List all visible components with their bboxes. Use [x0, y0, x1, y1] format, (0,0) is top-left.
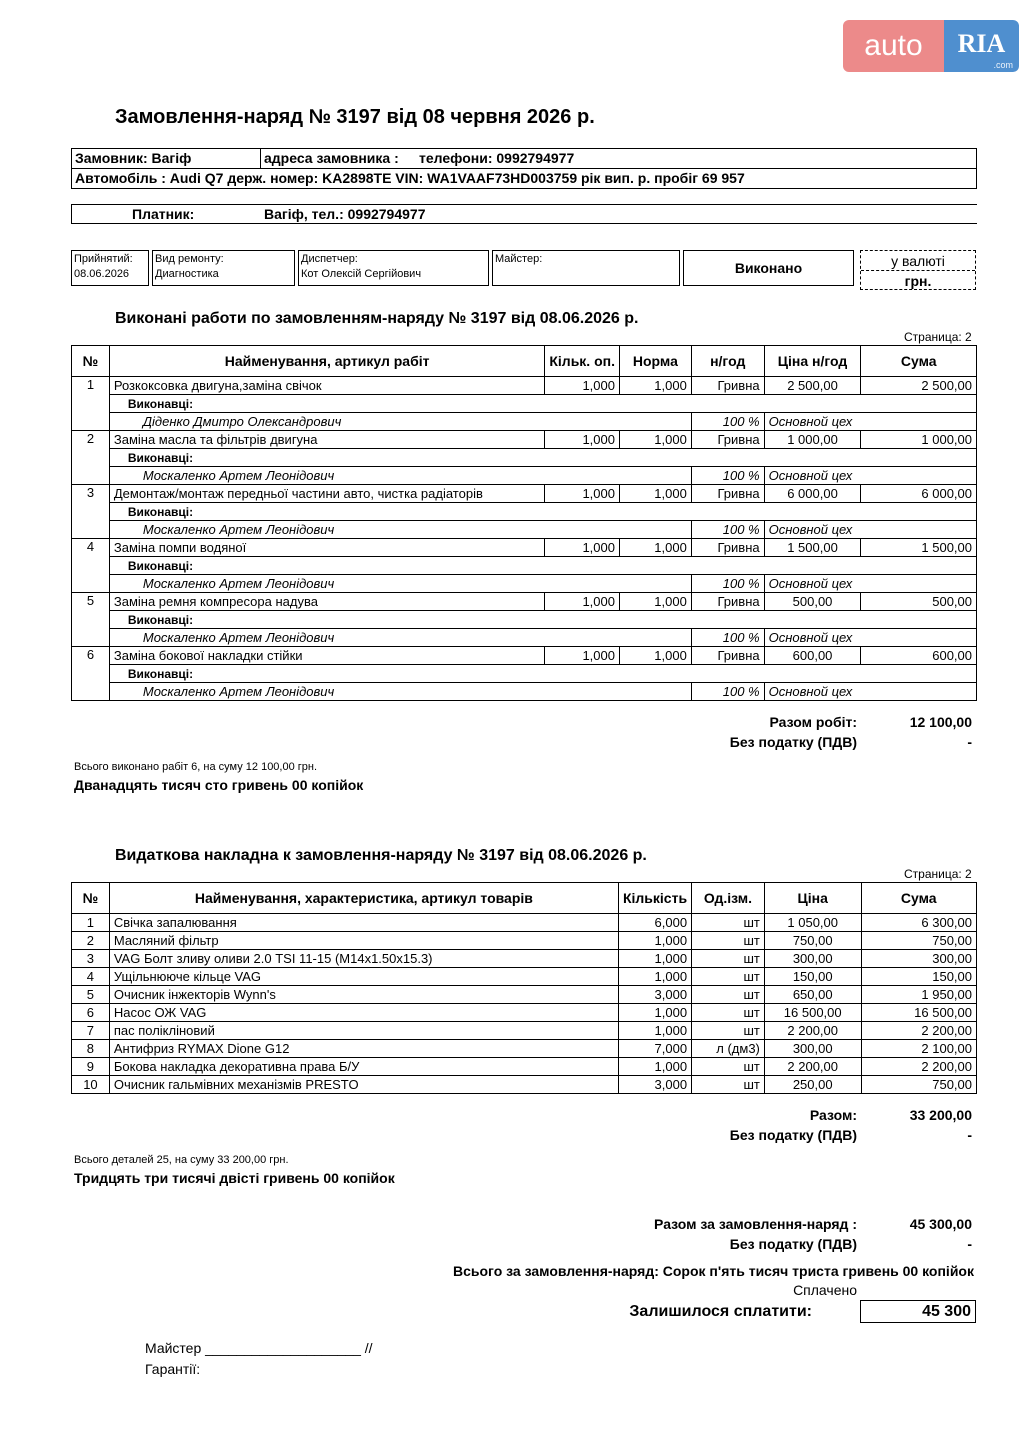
remaining-box	[860, 1300, 976, 1323]
part-price: 150,00	[764, 968, 861, 986]
payer-line-left	[71, 204, 72, 223]
part-num: 8	[72, 1040, 110, 1058]
logo-ria-label: RIA	[957, 29, 1006, 58]
performers-row	[72, 665, 977, 683]
worker-shop: Основной цех	[764, 629, 976, 647]
parts-col-qty: Кількість	[618, 883, 691, 914]
works-words: Дванадцять тисяч сто гривень 00 копійок	[74, 777, 364, 793]
part-sum: 2 100,00	[861, 1040, 976, 1058]
parts-col-price: Ціна	[764, 883, 861, 914]
part-qty: 1,000	[618, 950, 691, 968]
currency-box	[860, 250, 976, 290]
worker-shop: Основной цех	[764, 413, 976, 431]
part-name: пас полікліновий	[109, 1022, 618, 1040]
parts-title: Видаткова накладна к замовлення-наряду № 3197 від 08.06.2026 р.	[115, 847, 647, 864]
work-norm: 1,000	[619, 485, 691, 503]
works-col-price: Ціна н/год	[764, 346, 861, 377]
part-unit: шт	[692, 1004, 765, 1022]
guarantee-label: Гарантії:	[145, 1361, 201, 1377]
works-page: Страница: 2	[904, 330, 972, 344]
paid-label: Сплачено	[793, 1282, 857, 1298]
part-qty: 7,000	[618, 1040, 691, 1058]
worker-name: Москаленко Артем Леонідович	[109, 467, 691, 485]
part-price: 2 200,00	[764, 1058, 861, 1076]
part-unit: шт	[692, 986, 765, 1004]
part-name: Бокова накладка декоративна права Б/У	[109, 1058, 618, 1076]
works-total-value: 12 100,00	[909, 714, 972, 730]
part-unit: шт	[692, 932, 765, 950]
parts-vat-label: Без податку (ПДВ)	[729, 1127, 857, 1143]
work-unit: Гривна	[691, 485, 764, 503]
part-name: VAG Болт зливу оливи 2.0 TSI 11-15 (M14x1.50x15.3)	[109, 950, 618, 968]
car-info: Автомобіль : Audi Q7 держ. номер: KA2898TE VIN: WA1VAAF73HD003759 рік вип. р. пробіг 69 957	[75, 170, 745, 186]
part-price: 1 050,00	[764, 914, 861, 932]
master-box	[492, 250, 680, 286]
part-name: Свічка запалювання	[109, 914, 618, 932]
parts-col-num: №	[72, 883, 110, 914]
dispatcher-box	[298, 250, 489, 286]
works-table	[71, 345, 977, 701]
part-unit: шт	[692, 914, 765, 932]
repair-type-label: Вид ремонту:	[155, 253, 224, 265]
works-col-name: Найменування, артикул рабіт	[109, 346, 544, 377]
part-num: 9	[72, 1058, 110, 1076]
work-name: Заміна бокової накладки стійки	[109, 647, 544, 665]
work-unit: Гривна	[691, 647, 764, 665]
part-unit: шт	[692, 950, 765, 968]
remaining-value: 45 300	[922, 1303, 971, 1320]
part-price: 300,00	[764, 950, 861, 968]
order-total-value: 45 300,00	[909, 1216, 972, 1232]
worker-pct: 100 %	[691, 413, 764, 431]
customer-name: Замовник: Вагіф	[75, 150, 192, 166]
part-sum: 2 200,00	[861, 1022, 976, 1040]
work-qty: 1,000	[545, 377, 620, 395]
order-words: Всього за замовлення-наряд: Сорок п'ять тисяч триста гривень 00 копійок	[453, 1263, 974, 1279]
worker-name: Москаленко Артем Леонідович	[109, 683, 691, 701]
accepted-date: 08.06.2026	[74, 268, 130, 280]
part-unit: шт	[692, 1058, 765, 1076]
part-price: 300,00	[764, 1040, 861, 1058]
payer-line-bottom	[71, 223, 977, 224]
order-total-label: Разом за замовлення-наряд :	[654, 1216, 857, 1232]
work-sum: 600,00	[861, 647, 977, 665]
table-row	[72, 377, 977, 395]
work-qty: 1,000	[545, 539, 620, 557]
work-num: 4	[72, 539, 110, 593]
work-qty: 1,000	[545, 431, 620, 449]
worker-row	[72, 629, 977, 647]
work-num: 2	[72, 431, 110, 485]
part-num: 6	[72, 1004, 110, 1022]
part-num: 2	[72, 932, 110, 950]
accepted-box	[71, 250, 149, 286]
work-unit: Гривна	[691, 431, 764, 449]
performers-label: Виконавці:	[109, 449, 976, 467]
part-sum: 16 500,00	[861, 1004, 976, 1022]
part-price: 2 200,00	[764, 1022, 861, 1040]
remaining-label: Залишилося сплатити:	[629, 1303, 812, 1320]
accepted-label: Прийнятий:	[74, 253, 133, 265]
part-qty: 1,000	[618, 1058, 691, 1076]
worker-row	[72, 413, 977, 431]
performers-label: Виконавці:	[109, 557, 976, 575]
works-total-label: Разом робіт:	[769, 714, 857, 730]
performers-row	[72, 449, 977, 467]
part-qty: 6,000	[618, 914, 691, 932]
parts-vat-value: -	[967, 1127, 972, 1143]
status-value: Виконано	[734, 260, 803, 276]
payer-line-top	[71, 204, 977, 205]
works-title: Виконані работи по замовленням-наряду № 3197 від 08.06.2026 р.	[115, 310, 639, 327]
part-price: 650,00	[764, 986, 861, 1004]
payer-label: Платник:	[132, 206, 195, 222]
table-row	[72, 431, 977, 449]
worker-row	[72, 521, 977, 539]
work-sum: 1 500,00	[861, 539, 977, 557]
table-row	[72, 932, 977, 950]
work-sum: 500,00	[861, 593, 977, 611]
parts-total-value: 33 200,00	[909, 1107, 972, 1123]
part-num: 5	[72, 986, 110, 1004]
performers-label: Виконавці:	[109, 665, 976, 683]
work-price: 6 000,00	[764, 485, 861, 503]
payer-value: Вагіф, тел.: 0992794977	[264, 206, 426, 222]
table-row	[72, 485, 977, 503]
works-col-qty: Кільк. оп.	[545, 346, 620, 377]
part-name: Насос ОЖ VAG	[109, 1004, 618, 1022]
parts-col-unit: Од.ізм.	[692, 883, 765, 914]
performers-row	[72, 395, 977, 413]
works-vat-label: Без податку (ПДВ)	[729, 734, 857, 750]
part-num: 4	[72, 968, 110, 986]
table-row	[72, 1040, 977, 1058]
part-unit: шт	[692, 1076, 765, 1094]
part-sum: 2 200,00	[861, 1058, 976, 1076]
performers-label: Виконавці:	[109, 611, 976, 629]
part-sum: 1 950,00	[861, 986, 976, 1004]
part-qty: 1,000	[618, 932, 691, 950]
order-vat-value: -	[967, 1236, 972, 1252]
part-unit: шт	[692, 968, 765, 986]
part-qty: 3,000	[618, 1076, 691, 1094]
part-name: Масляний фільтр	[109, 932, 618, 950]
work-num: 3	[72, 485, 110, 539]
work-qty: 1,000	[545, 647, 620, 665]
work-sum: 2 500,00	[861, 377, 977, 395]
work-num: 5	[72, 593, 110, 647]
table-row	[72, 593, 977, 611]
worker-pct: 100 %	[691, 521, 764, 539]
work-name: Заміна масла та фільтрів двигуна	[109, 431, 544, 449]
part-qty: 3,000	[618, 986, 691, 1004]
performers-label: Виконавці:	[109, 395, 976, 413]
work-qty: 1,000	[545, 485, 620, 503]
table-row	[72, 539, 977, 557]
worker-shop: Основной цех	[764, 575, 976, 593]
part-qty: 1,000	[618, 1004, 691, 1022]
part-sum: 300,00	[861, 950, 976, 968]
parts-page: Страница: 2	[904, 867, 972, 881]
parts-summary: Всього деталей 25, на суму 33 200,00 грн.	[74, 1154, 289, 1166]
part-name: Очисник інжекторів Wynn's	[109, 986, 618, 1004]
part-name: Антифриз RYMAX Dione G12	[109, 1040, 618, 1058]
parts-table	[71, 882, 977, 1094]
work-num: 6	[72, 647, 110, 701]
repair-type-box	[152, 250, 295, 286]
currency-value: грн.	[904, 273, 932, 289]
part-num: 3	[72, 950, 110, 968]
work-sum: 1 000,00	[861, 431, 977, 449]
works-col-unit: н/год	[691, 346, 764, 377]
part-num: 7	[72, 1022, 110, 1040]
performers-row	[72, 611, 977, 629]
customer-block	[71, 148, 977, 189]
logo-auto-text: auto	[843, 20, 944, 72]
parts-header-row	[72, 883, 977, 914]
work-name: Розкоксовка двигуна,заміна свічок	[109, 377, 544, 395]
parts-col-name: Найменування, характеристика, артикул товарів	[109, 883, 618, 914]
part-name: Очисник гальмівних механізмів PRESTO	[109, 1076, 618, 1094]
part-qty: 1,000	[618, 968, 691, 986]
work-norm: 1,000	[619, 377, 691, 395]
work-price: 500,00	[764, 593, 861, 611]
part-sum: 750,00	[861, 1076, 976, 1094]
part-num: 1	[72, 914, 110, 932]
worker-pct: 100 %	[691, 683, 764, 701]
part-sum: 150,00	[861, 968, 976, 986]
performers-label: Виконавці:	[109, 503, 976, 521]
repair-type-value: Диагностика	[155, 268, 219, 280]
part-price: 750,00	[764, 932, 861, 950]
work-num: 1	[72, 377, 110, 431]
work-name: Демонтаж/монтаж передньої частини авто, чистка радіаторів	[109, 485, 544, 503]
master-label: Майстер:	[495, 253, 543, 265]
work-price: 2 500,00	[764, 377, 861, 395]
table-row	[72, 1004, 977, 1022]
work-price: 600,00	[764, 647, 861, 665]
part-sum: 6 300,00	[861, 914, 976, 932]
works-col-norm: Норма	[619, 346, 691, 377]
work-norm: 1,000	[619, 431, 691, 449]
part-name: Ущільнююче кільце VAG	[109, 968, 618, 986]
work-price: 1 500,00	[764, 539, 861, 557]
parts-words: Тридцять три тисячі двісті гривень 00 копійок	[74, 1170, 395, 1186]
table-row	[72, 647, 977, 665]
worker-name: Москаленко Артем Леонідович	[109, 575, 691, 593]
part-price: 16 500,00	[764, 1004, 861, 1022]
part-unit: л (дм3)	[692, 1040, 765, 1058]
table-row	[72, 950, 977, 968]
table-row	[72, 1058, 977, 1076]
work-norm: 1,000	[619, 647, 691, 665]
table-row	[72, 986, 977, 1004]
master-signature: Майстер ____________________ //	[145, 1340, 373, 1356]
work-name: Заміна помпи водяної	[109, 539, 544, 557]
parts-col-sum: Сума	[861, 883, 976, 914]
worker-shop: Основной цех	[764, 521, 976, 539]
status-box	[683, 250, 854, 286]
performers-row	[72, 503, 977, 521]
worker-pct: 100 %	[691, 629, 764, 647]
dispatcher-label: Диспетчер:	[301, 253, 358, 265]
dispatcher-value: Кот Олексій Сергійович	[301, 268, 422, 280]
works-col-sum: Сума	[861, 346, 977, 377]
logo-com-label: .com	[993, 60, 1013, 70]
part-sum: 750,00	[861, 932, 976, 950]
work-sum: 6 000,00	[861, 485, 977, 503]
worker-name: Москаленко Артем Леонідович	[109, 521, 691, 539]
table-row	[72, 914, 977, 932]
table-row	[72, 968, 977, 986]
parts-total-label: Разом:	[809, 1107, 857, 1123]
work-name: Заміна ремня компресора надува	[109, 593, 544, 611]
work-unit: Гривна	[691, 377, 764, 395]
work-norm: 1,000	[619, 593, 691, 611]
table-row	[72, 1022, 977, 1040]
worker-shop: Основной цех	[764, 683, 976, 701]
currency-label: у валюті	[891, 253, 945, 269]
worker-row	[72, 467, 977, 485]
page-title: Замовлення-наряд № 3197 від 08 червня 2026 р.	[115, 106, 595, 128]
customer-phones: телефони: 0992794977	[419, 150, 575, 166]
table-row	[72, 1076, 977, 1094]
worker-name: Москаленко Артем Леонідович	[109, 629, 691, 647]
customer-address: адреса замовника :	[264, 150, 399, 166]
part-price: 250,00	[764, 1076, 861, 1094]
works-col-num: №	[72, 346, 110, 377]
worker-row	[72, 683, 977, 701]
work-norm: 1,000	[619, 539, 691, 557]
works-header-row	[72, 346, 977, 377]
autoria-logo	[843, 20, 1019, 72]
work-price: 1 000,00	[764, 431, 861, 449]
worker-name: Діденко Дмитро Олександрович	[109, 413, 691, 431]
part-qty: 1,000	[618, 1022, 691, 1040]
logo-ria-text	[944, 20, 1019, 72]
worker-pct: 100 %	[691, 467, 764, 485]
worker-shop: Основной цех	[764, 467, 976, 485]
order-vat-label: Без податку (ПДВ)	[729, 1236, 857, 1252]
work-qty: 1,000	[545, 593, 620, 611]
worker-pct: 100 %	[691, 575, 764, 593]
works-summary: Всього виконано рабіт 6, на суму 12 100,00 грн.	[74, 761, 318, 773]
performers-row	[72, 557, 977, 575]
part-num: 10	[72, 1076, 110, 1094]
work-unit: Гривна	[691, 539, 764, 557]
works-vat-value: -	[967, 734, 972, 750]
part-unit: шт	[692, 1022, 765, 1040]
work-unit: Гривна	[691, 593, 764, 611]
worker-row	[72, 575, 977, 593]
